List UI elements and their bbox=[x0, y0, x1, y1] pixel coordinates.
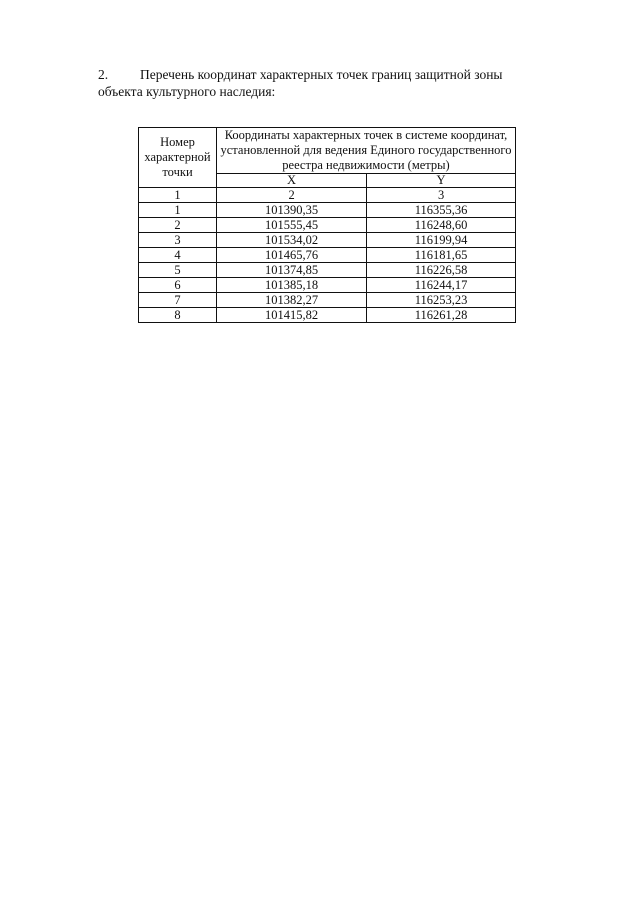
point-number-cell: 2 bbox=[139, 218, 217, 233]
x-coordinate-cell: 101534,02 bbox=[217, 233, 367, 248]
column-index-cell: 2 bbox=[217, 188, 367, 203]
point-number-cell: 3 bbox=[139, 233, 217, 248]
point-number-cell: 5 bbox=[139, 263, 217, 278]
y-coordinate-cell: 116244,17 bbox=[367, 278, 516, 293]
x-coordinate-cell: 101465,76 bbox=[217, 248, 367, 263]
table-row bbox=[139, 293, 516, 308]
x-column-header: X bbox=[217, 174, 367, 188]
column-index-cell: 1 bbox=[139, 188, 217, 203]
x-coordinate-cell: 101555,45 bbox=[217, 218, 367, 233]
x-coordinate-cell: 101415,82 bbox=[217, 308, 367, 323]
column-index-cell: 3 bbox=[367, 188, 516, 203]
x-coordinate-cell: 101382,27 bbox=[217, 293, 367, 308]
y-coordinate-cell: 116226,58 bbox=[367, 263, 516, 278]
section-number: 2. bbox=[98, 67, 109, 82]
point-number-header: Номер характерной точки bbox=[139, 128, 217, 188]
y-column-header: Y bbox=[367, 174, 516, 188]
y-coordinate-cell: 116261,28 bbox=[367, 308, 516, 323]
table-row bbox=[139, 218, 516, 233]
point-number-cell: 7 bbox=[139, 293, 217, 308]
table-row bbox=[139, 248, 516, 263]
coordinates-table bbox=[138, 127, 516, 323]
table-row bbox=[139, 263, 516, 278]
y-coordinate-cell: 116248,60 bbox=[367, 218, 516, 233]
point-number-cell: 8 bbox=[139, 308, 217, 323]
table-header-row bbox=[139, 128, 516, 174]
point-number-cell: 4 bbox=[139, 248, 217, 263]
x-coordinate-cell: 101390,35 bbox=[217, 203, 367, 218]
y-coordinate-cell: 116253,23 bbox=[367, 293, 516, 308]
table-row bbox=[139, 203, 516, 218]
x-coordinate-cell: 101374,85 bbox=[217, 263, 367, 278]
table-row bbox=[139, 308, 516, 323]
section-heading bbox=[98, 66, 548, 100]
point-number-cell: 1 bbox=[139, 203, 217, 218]
table-row bbox=[139, 278, 516, 293]
x-coordinate-cell: 101385,18 bbox=[217, 278, 367, 293]
y-coordinate-cell: 116181,65 bbox=[367, 248, 516, 263]
section-heading-text: Перечень координат характерных точек границ защитной зоны объекта культурного наследия: bbox=[98, 67, 503, 99]
y-coordinate-cell: 116199,94 bbox=[367, 233, 516, 248]
column-index-row bbox=[139, 188, 516, 203]
y-coordinate-cell: 116355,36 bbox=[367, 203, 516, 218]
coordinates-header: Координаты характерных точек в системе координат, установленной для ведения Единого государственного реестра недвижимости (метры) bbox=[217, 128, 516, 174]
point-number-cell: 6 bbox=[139, 278, 217, 293]
table-row bbox=[139, 233, 516, 248]
